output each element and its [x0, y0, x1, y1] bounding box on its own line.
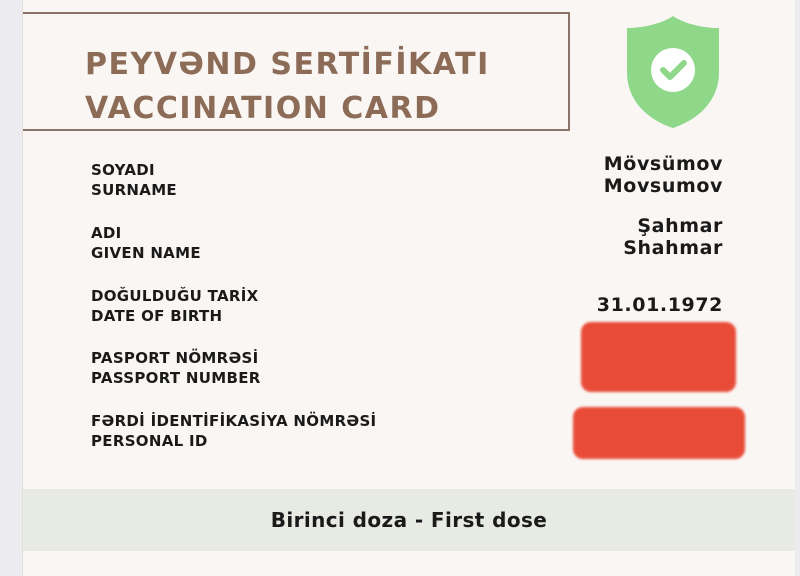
surname-label-az: SOYADI	[91, 161, 155, 179]
surname-label	[91, 160, 177, 200]
vaccination-card	[22, 0, 795, 576]
surname-value	[604, 153, 723, 197]
dose-label: Birinci doza - First dose	[270, 508, 548, 532]
personal-id-label	[91, 411, 376, 451]
given-name-value	[623, 215, 723, 259]
given-name-value-az: Şahmar	[637, 215, 723, 237]
title-en: VACCINATION CARD	[85, 91, 441, 126]
passport-label-az: PASPORT NÖMRƏSİ	[91, 349, 259, 367]
given-name-label-az: ADI	[91, 224, 122, 242]
given-name-value-en: Shahmar	[623, 237, 723, 259]
surname-label-en: SURNAME	[91, 181, 177, 199]
passport-redaction	[581, 322, 736, 392]
personal-id-label-en: PERSONAL ID	[91, 432, 208, 450]
title-az: PEYVƏND SERTİFİKATI	[85, 47, 490, 82]
surname-value-en: Movsumov	[603, 175, 723, 197]
dob-label	[91, 286, 258, 326]
personal-id-redaction	[573, 407, 745, 459]
given-name-label	[91, 223, 201, 263]
personal-id-label-az: FƏRDİ İDENTİFİKASİYA NÖMRƏSİ	[91, 412, 377, 430]
dob-label-en: DATE OF BIRTH	[91, 307, 223, 325]
title-box	[23, 12, 570, 131]
surname-value-az: Mövsümov	[603, 153, 723, 175]
passport-label-en: PASSPORT NUMBER	[91, 369, 261, 387]
dose-bar	[23, 489, 795, 551]
dob-label-az: DOĞULDUĞU TARİX	[91, 287, 259, 305]
dob-value: 31.01.1972	[596, 294, 723, 316]
shield-check-icon	[623, 14, 723, 130]
given-name-label-en: GIVEN NAME	[91, 244, 201, 262]
passport-label	[91, 348, 261, 388]
